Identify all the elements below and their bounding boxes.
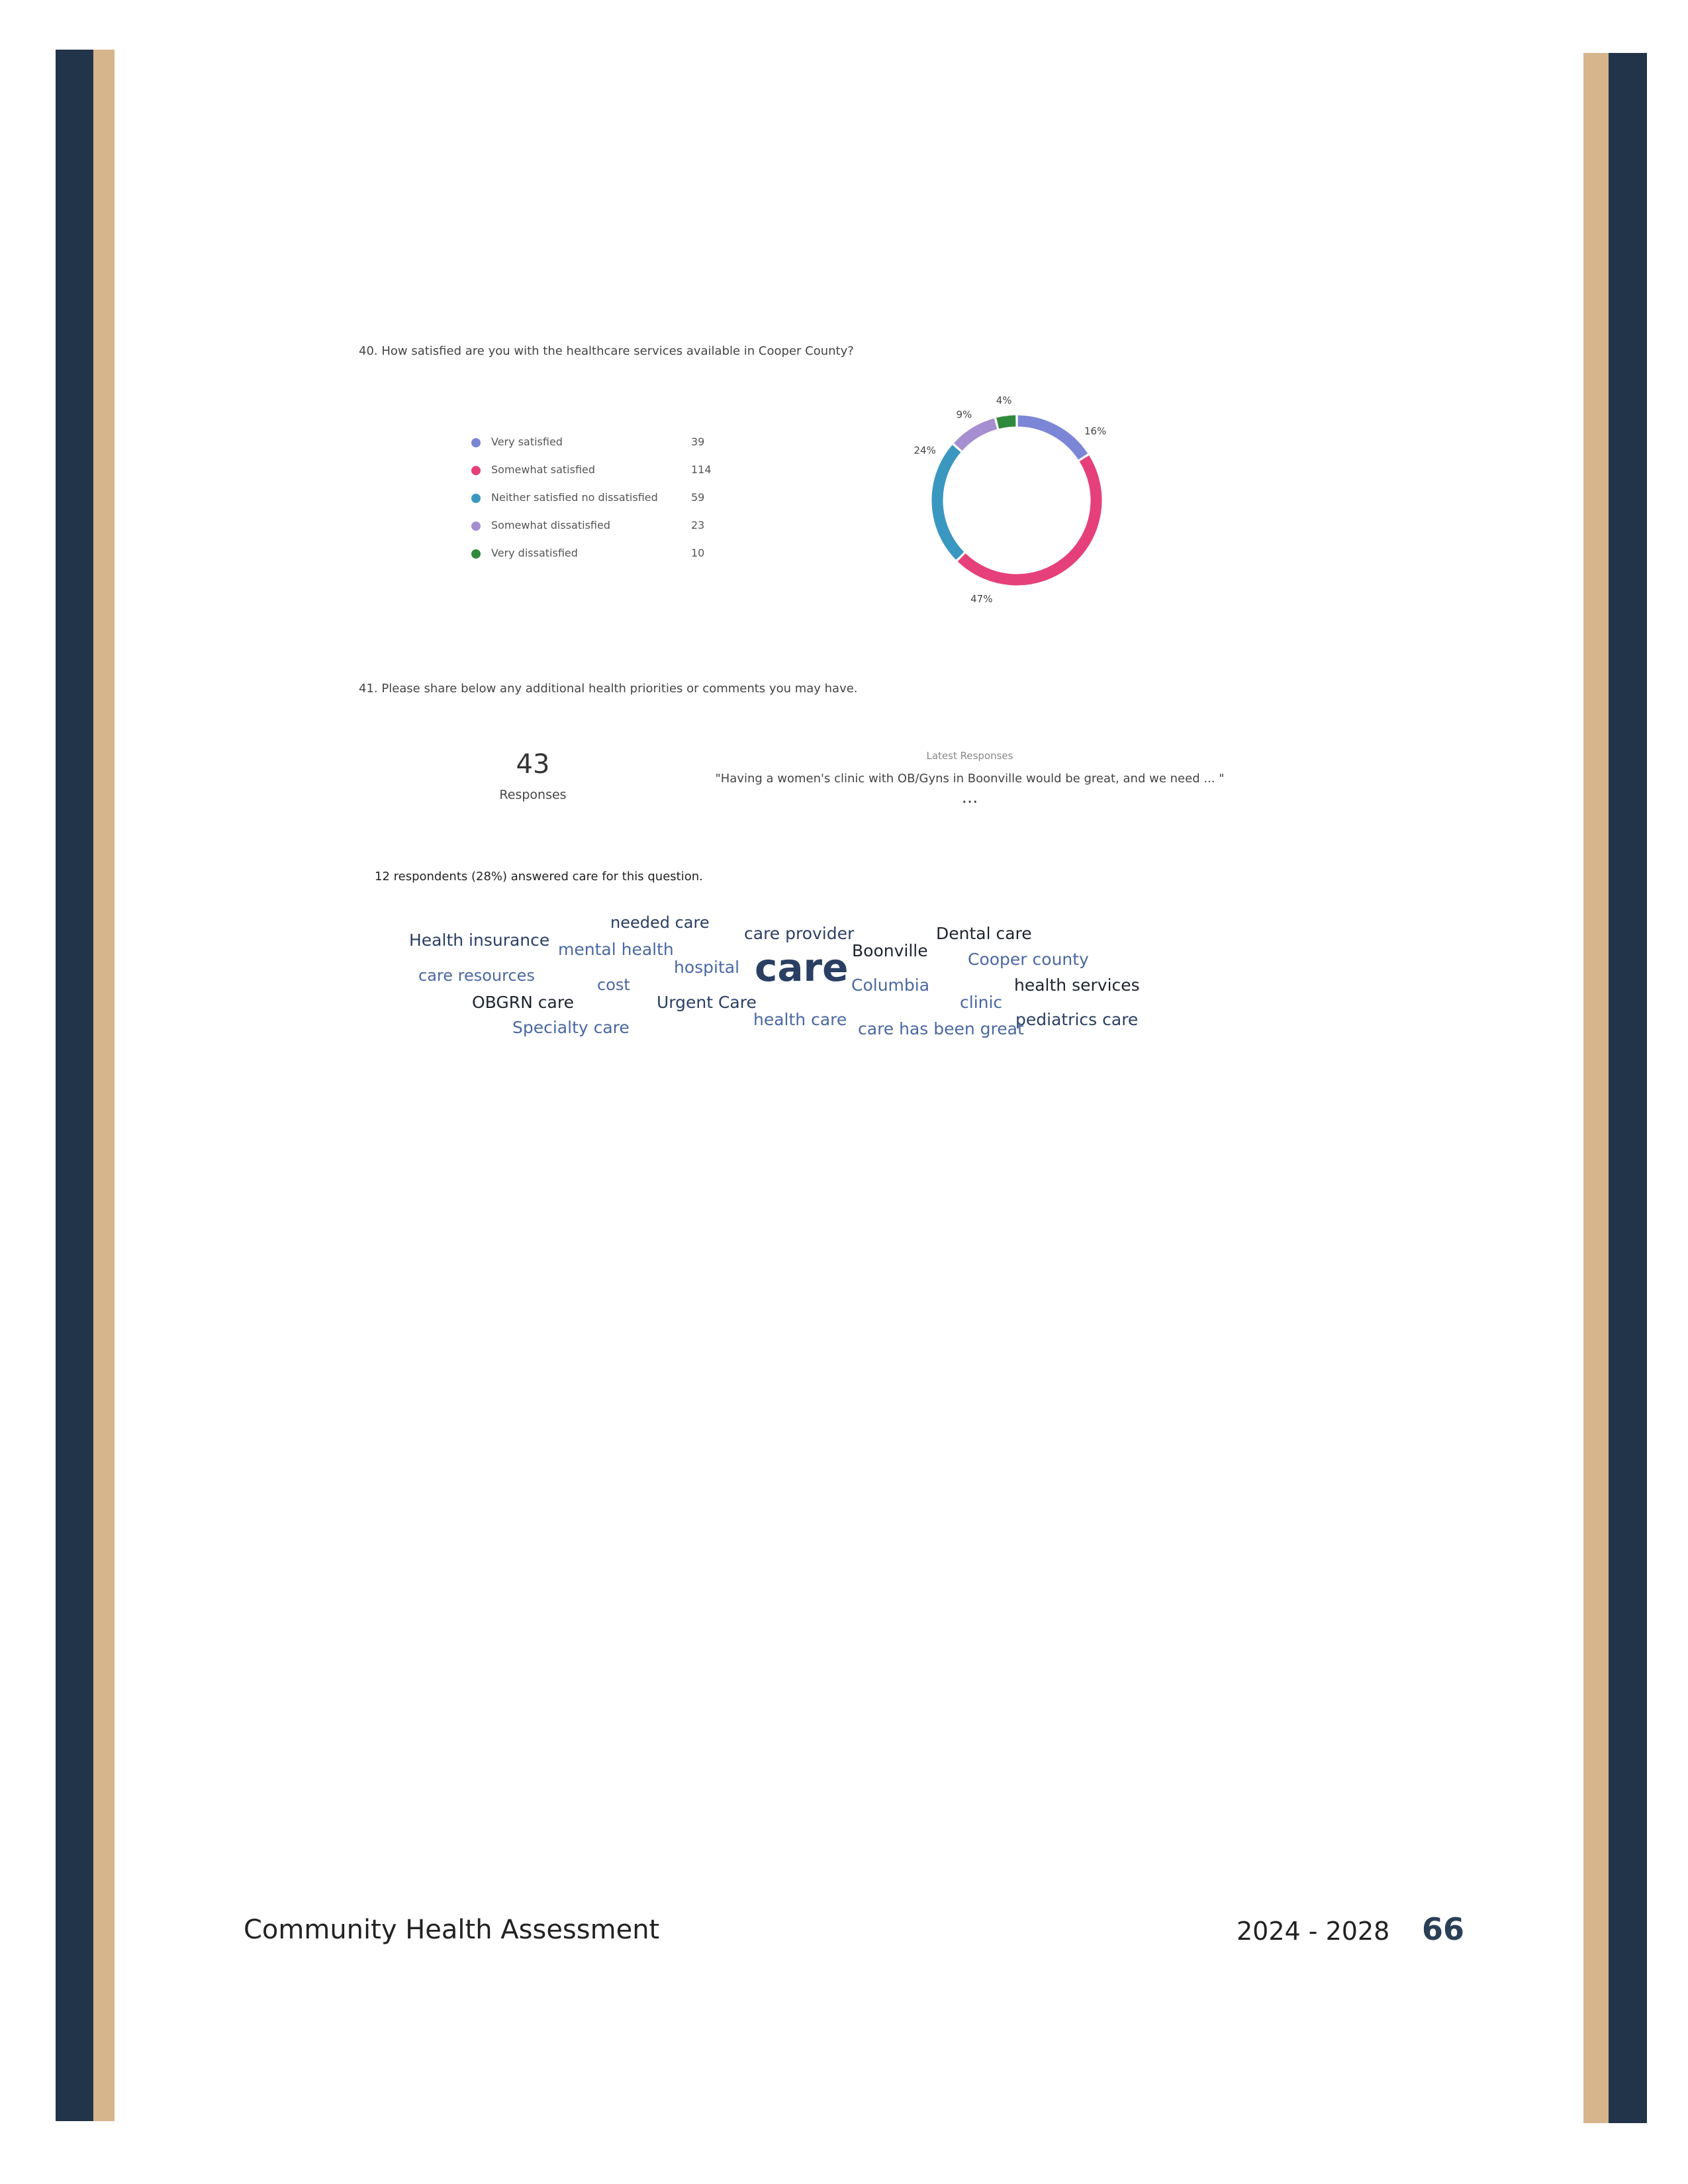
donut-slice [958, 424, 996, 447]
word-cloud-term: Boonville [852, 941, 928, 960]
word-cloud-term: pediatrics care [1015, 1010, 1139, 1029]
legend-count: 59 [691, 491, 705, 504]
word-cloud-term: health services [1014, 976, 1140, 995]
legend-label: Somewhat dissatisfied [491, 519, 610, 531]
respondents-summary: 12 respondents (28%) answered care for this question. [375, 870, 703, 884]
word-cloud-term: care resources [418, 966, 535, 985]
word-cloud-term: Health insurance [409, 931, 550, 950]
word-cloud-term: Dental care [936, 924, 1032, 943]
question-41: 41. Please share below any additional health priorities or comments you may have. [359, 682, 858, 696]
footer-years: 2024 - 2028 [1237, 1917, 1390, 1946]
word-cloud-term: hospital [674, 958, 740, 977]
right-border-tan [1583, 53, 1609, 2123]
legend-item [471, 434, 723, 462]
donut-slice [937, 449, 960, 556]
legend-dot [471, 494, 481, 503]
donut-data-label: 16% [1084, 425, 1107, 437]
word-cloud-term: care has been great [858, 1019, 1024, 1038]
legend-count: 39 [691, 435, 705, 448]
word-cloud-term: Urgent Care [657, 993, 757, 1012]
donut-data-label: 9% [956, 408, 972, 421]
word-cloud-term: cost [597, 976, 630, 994]
word-cloud-term: Cooper county [968, 950, 1089, 969]
legend-count: 10 [691, 547, 705, 559]
left-border-tan [93, 50, 115, 2121]
donut-data-label: 47% [970, 592, 993, 605]
satisfaction-legend [471, 434, 723, 573]
left-border-navy [56, 50, 93, 2121]
legend-label: Very dissatisfied [491, 547, 578, 559]
legend-label: Very satisfied [491, 435, 563, 448]
response-count: 43 [516, 749, 550, 780]
word-cloud-term: mental health [558, 940, 674, 959]
question-40: 40. How satisfied are you with the healthcare services available in Cooper County? [359, 344, 854, 358]
legend-item [471, 490, 723, 518]
footer-title: Community Health Assessment [244, 1915, 660, 1945]
legend-count: 23 [691, 519, 705, 531]
latest-response-quote: "Having a women's clinic with OB/Gyns in Boonville would be great, and we need ... " [715, 772, 1225, 786]
legend-dot [471, 438, 481, 447]
donut-data-label: 24% [914, 444, 936, 457]
word-cloud-term: clinic [960, 993, 1003, 1012]
response-count-label: Responses [499, 788, 567, 802]
legend-item [471, 518, 723, 545]
legend-label: Neither satisfied no dissatisfied [491, 491, 658, 504]
legend-dot [471, 522, 481, 531]
legend-dot [471, 549, 481, 559]
legend-label: Somewhat satisfied [491, 463, 596, 476]
legend-dot [471, 466, 481, 475]
word-cloud-term: Columbia [851, 976, 930, 995]
legend-item [471, 545, 723, 573]
more-responses-ellipsis: ... [961, 788, 978, 807]
legend-count: 114 [691, 463, 712, 476]
donut-slice [962, 459, 1096, 580]
donut-data-label: 4% [996, 394, 1012, 407]
word-cloud-term: needed care [610, 913, 710, 932]
donut-slice [1018, 421, 1083, 457]
word-cloud-term: Specialty care [512, 1018, 630, 1037]
word-cloud-term: care provider [744, 924, 855, 943]
page-number: 66 [1422, 1911, 1465, 1947]
donut-slice [998, 421, 1015, 423]
satisfaction-donut-chart [900, 390, 1165, 605]
word-cloud-term: OBGRN care [472, 993, 574, 1012]
latest-responses-title: Latest Responses [926, 750, 1013, 762]
legend-item [471, 462, 723, 490]
word-cloud-term: care [755, 945, 849, 990]
word-cloud-term: health care [753, 1010, 847, 1029]
right-border-navy [1609, 53, 1647, 2123]
